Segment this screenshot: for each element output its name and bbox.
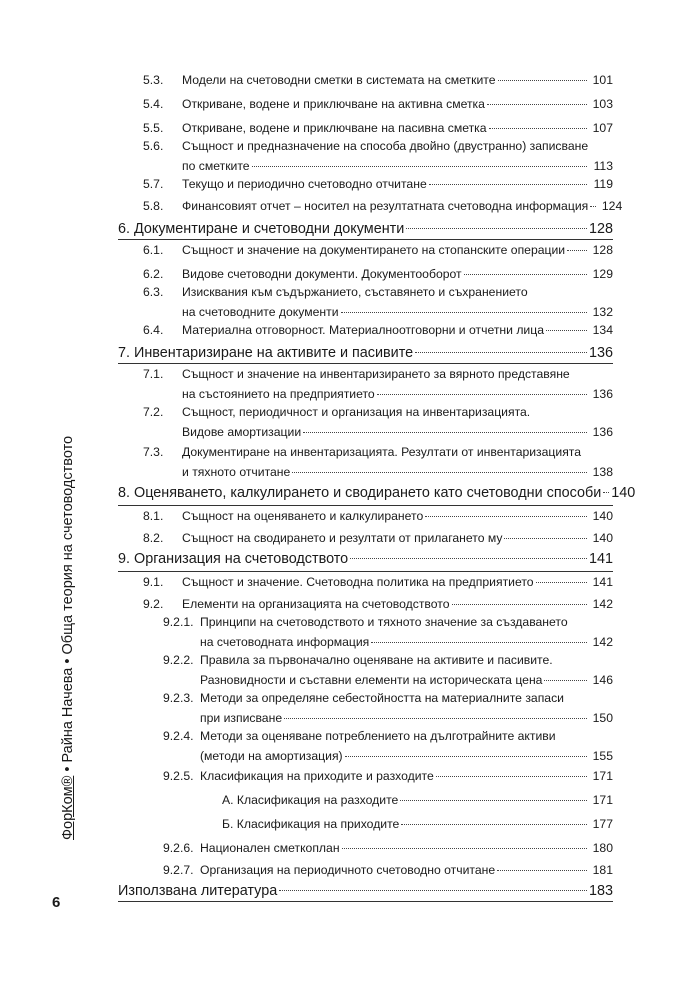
toc-title-line: Откриване, водене и приключване на активна сметка [182,97,485,111]
toc-number: 9.2.5. [163,769,194,783]
toc-title-line: Документиране на инвентаризацията. Резултати от инвентаризацията [182,445,582,459]
dot-leader [567,249,587,251]
dot-leader [489,127,587,129]
toc-entry [163,862,613,878]
toc-number: 9.1. [143,575,164,589]
toc-title-line: Национален сметкоплан [200,841,340,855]
toc-entry [143,120,613,136]
toc-number: 8. [118,485,131,501]
dot-leader [415,351,587,353]
spine-separator: • [60,658,76,664]
toc-page-number: 136 [592,387,613,401]
toc-title-line: Видове амортизации [182,425,302,439]
toc-number: 7.2. [143,405,164,419]
toc-number: 5.4. [143,97,164,111]
toc-number: 9.2.2. [163,653,194,667]
toc-page-number: 103 [592,97,613,111]
toc-number: 5.5. [143,121,164,135]
dot-leader [377,393,587,395]
toc-page-number: 136 [588,345,613,361]
toc-entry [143,96,613,112]
toc-title-line: Използвана литература [118,883,278,899]
toc-number: 8.2. [143,531,164,545]
toc-entry [143,404,613,440]
toc-page-number: 140 [592,531,613,545]
toc-entry [118,220,613,238]
toc-entry [118,882,613,900]
toc-entry [163,652,613,688]
dot-leader [350,557,587,559]
toc-title-line: Инвентаризиране на активите и пасивите [134,345,414,361]
toc-number: 6.2. [143,267,164,281]
toc-entry [118,344,613,362]
toc-entry [143,176,613,192]
toc-page-number: 181 [592,863,613,877]
toc-page-number: 113 [593,159,613,173]
toc-entry [163,768,613,784]
section-divider [118,901,613,902]
toc-entry [143,322,613,338]
toc-title-line: Същност на оценяването и калкулирането [182,509,424,523]
toc-page-number: 136 [592,425,613,439]
toc-title-line: Принципи на счетоводството и тяхното значение за създаването [200,615,568,629]
toc-title-line: Методи за определяне себестойността на материалните запаси [200,691,564,705]
toc-entry [143,444,613,480]
dot-leader [452,603,588,605]
toc-page-number: 141 [588,551,613,567]
dot-leader [345,755,587,757]
toc-title-line: Финансовият отчет – носител на резултатната счетоводна информация [182,199,589,213]
dot-leader [546,329,587,331]
page-number: 6 [52,894,61,911]
section-divider [118,571,613,572]
toc-number: 5.7. [143,177,164,191]
dot-leader [436,775,587,777]
author-name: Райна Начева [60,667,76,763]
toc-entry [118,550,613,568]
toc-page-number: 142 [592,597,613,611]
dot-leader [425,515,587,517]
dot-leader [303,431,587,433]
toc-entry [143,284,613,320]
toc-title-line: Същност и значение. Счетоводна политика на предприятието [182,575,534,589]
toc-entry [143,574,613,590]
toc-number: 6.3. [143,285,164,299]
toc-title-line: Изисквания към съдържанието, съставянето и съхранението [182,285,528,299]
toc-title-line: при изписване [200,711,283,725]
toc-title-line: Откриване, водене и приключване на пасивна сметка [182,121,487,135]
dot-leader [464,273,587,275]
toc-title-line: Оценяването, калкулирането и сводирането като счетоводни способи [134,485,602,501]
toc-entry [163,840,613,856]
toc-entry [143,242,613,258]
toc-title-line: на счетоводната информация [200,635,370,649]
toc-page-number: 128 [588,221,613,237]
toc-title-line: Правила за първоначално оценяване на активите и пасивите. [200,653,553,667]
toc-entry [143,508,613,524]
toc-number: 8.1. [143,509,164,523]
dot-leader [292,471,587,473]
toc-title-line: Същност на сводирането и резултати от прилагането му [182,531,503,545]
toc-title-line: Видове счетоводни документи. Документооборот [182,267,462,281]
dot-leader [279,889,587,891]
dot-leader [487,103,587,105]
toc-page-number: 183 [588,883,613,899]
toc-page-number: 177 [592,817,613,831]
toc-page-number: 124 [601,199,623,213]
section-divider [118,505,613,506]
toc-number: 9.2.3. [163,691,194,705]
dot-leader [504,537,587,539]
spine-text [60,436,76,840]
toc-number: 5.8. [143,199,164,213]
toc-title-line: Документиране и счетоводни документи [134,221,405,237]
toc-number: 6.4. [143,323,164,337]
dot-leader [544,679,587,681]
dot-leader [429,183,587,185]
book-title: Обща теория на счетоводството [60,435,76,655]
toc-title-line: Текущо и периодично счетоводно отчитане [182,177,427,191]
toc-page-number: 155 [592,749,613,763]
toc-page-number: 128 [592,243,613,257]
toc-page-number: 134 [592,323,613,337]
section-divider [118,239,613,240]
toc-entry [143,366,613,402]
toc-entry [163,690,613,726]
toc-number: 9. [118,551,131,567]
toc-entry [143,138,613,174]
toc-page-number: 171 [592,793,613,807]
toc-title-line: Същност, периодичност и организация на инвентаризацията. [182,405,531,419]
toc-title-line: Организация на периодичното счетоводно отчитане [200,863,496,877]
dot-leader [536,581,587,583]
toc-number: 7.1. [143,367,164,381]
dot-leader [342,847,587,849]
toc-entry [222,816,613,832]
toc-entry [163,614,613,650]
dot-leader [590,205,596,207]
toc-number: 6. [118,221,131,237]
dot-leader [406,227,587,229]
spine-separator: • [60,766,76,772]
dot-leader [603,491,609,493]
toc-page-number: 101 [592,73,613,87]
toc-page-number: 171 [592,769,613,783]
dot-leader [400,799,587,801]
toc-page-number: 129 [592,267,613,281]
toc-entry [163,728,613,764]
toc-title-line: Същност и значение на инвентаризирането за вярното представяне [182,367,570,381]
dot-leader [284,717,587,719]
toc-title-line: Класификация на приходите и разходите [200,769,434,783]
toc-number: 5.3. [143,73,164,87]
toc-title-line: Организация на счетоводството [134,551,349,567]
section-divider [118,363,613,364]
toc-entry [143,198,623,214]
toc-title-line: Материална отговорност. Материалноотговорни и отчетни лица [182,323,545,337]
toc-title-line: (методи на амортизация) [200,749,343,763]
toc-page-number: 150 [592,711,613,725]
toc-page-number: 180 [592,841,613,855]
toc-title-line: Разновидности и съставни елементи на историческата цена [200,673,543,687]
toc-number: 5.6. [143,139,164,153]
toc-page-number: 140 [592,509,613,523]
toc-page-number: 146 [592,673,613,687]
toc-title-line: Елементи на организацията на счетоводството [182,597,450,611]
toc-entry [143,72,613,88]
publisher-brand: ФорКом® [60,775,76,840]
toc-title-line: Същност и предназначение на способа двойно (двустранно) записване [182,139,589,153]
toc-page-number: 132 [592,305,613,319]
toc-number: 9.2.1. [163,615,194,629]
toc-page-number: 107 [592,121,613,135]
toc-number: 9.2.4. [163,729,194,743]
toc-entry [143,266,613,282]
toc-number: 9.2.7. [163,863,194,877]
toc-page-number: 142 [592,635,613,649]
toc-entry [222,792,613,808]
toc-entry [118,484,636,502]
toc-title-line: и тяхното отчитане [182,465,291,479]
toc-title-line: Б. Класификация на приходите [222,817,400,831]
toc-page-number: 119 [593,177,613,191]
toc-number: 9.2. [143,597,164,611]
toc-number: 6.1. [143,243,164,257]
dot-leader [497,869,587,871]
dot-leader [371,641,587,643]
toc-page-number: 140 [611,485,636,501]
toc-title-line: на счетоводните документи [182,305,339,319]
dot-leader [498,79,588,81]
toc-title-line: А. Класификация на разходите [222,793,399,807]
toc-entry [143,530,613,546]
dot-leader [252,165,587,167]
toc-page-number: 138 [592,465,613,479]
toc-title-line: по сметките [182,159,250,173]
toc-title-line: Методи за оценяване потреблението на дълготрайните активи [200,729,556,743]
toc-entry [143,596,613,612]
dot-leader [401,823,587,825]
toc-title-line: Същност и значение на документирането на стопанските операции [182,243,566,257]
dot-leader [341,311,588,313]
toc-title-line: Модели на счетоводни сметки в системата на сметките [182,73,496,87]
toc-page-number: 141 [592,575,613,589]
toc-number: 7. [118,345,131,361]
toc-title-line: на състоянието на предприятието [182,387,375,401]
toc-number: 7.3. [143,445,164,459]
toc-number: 9.2.6. [163,841,194,855]
